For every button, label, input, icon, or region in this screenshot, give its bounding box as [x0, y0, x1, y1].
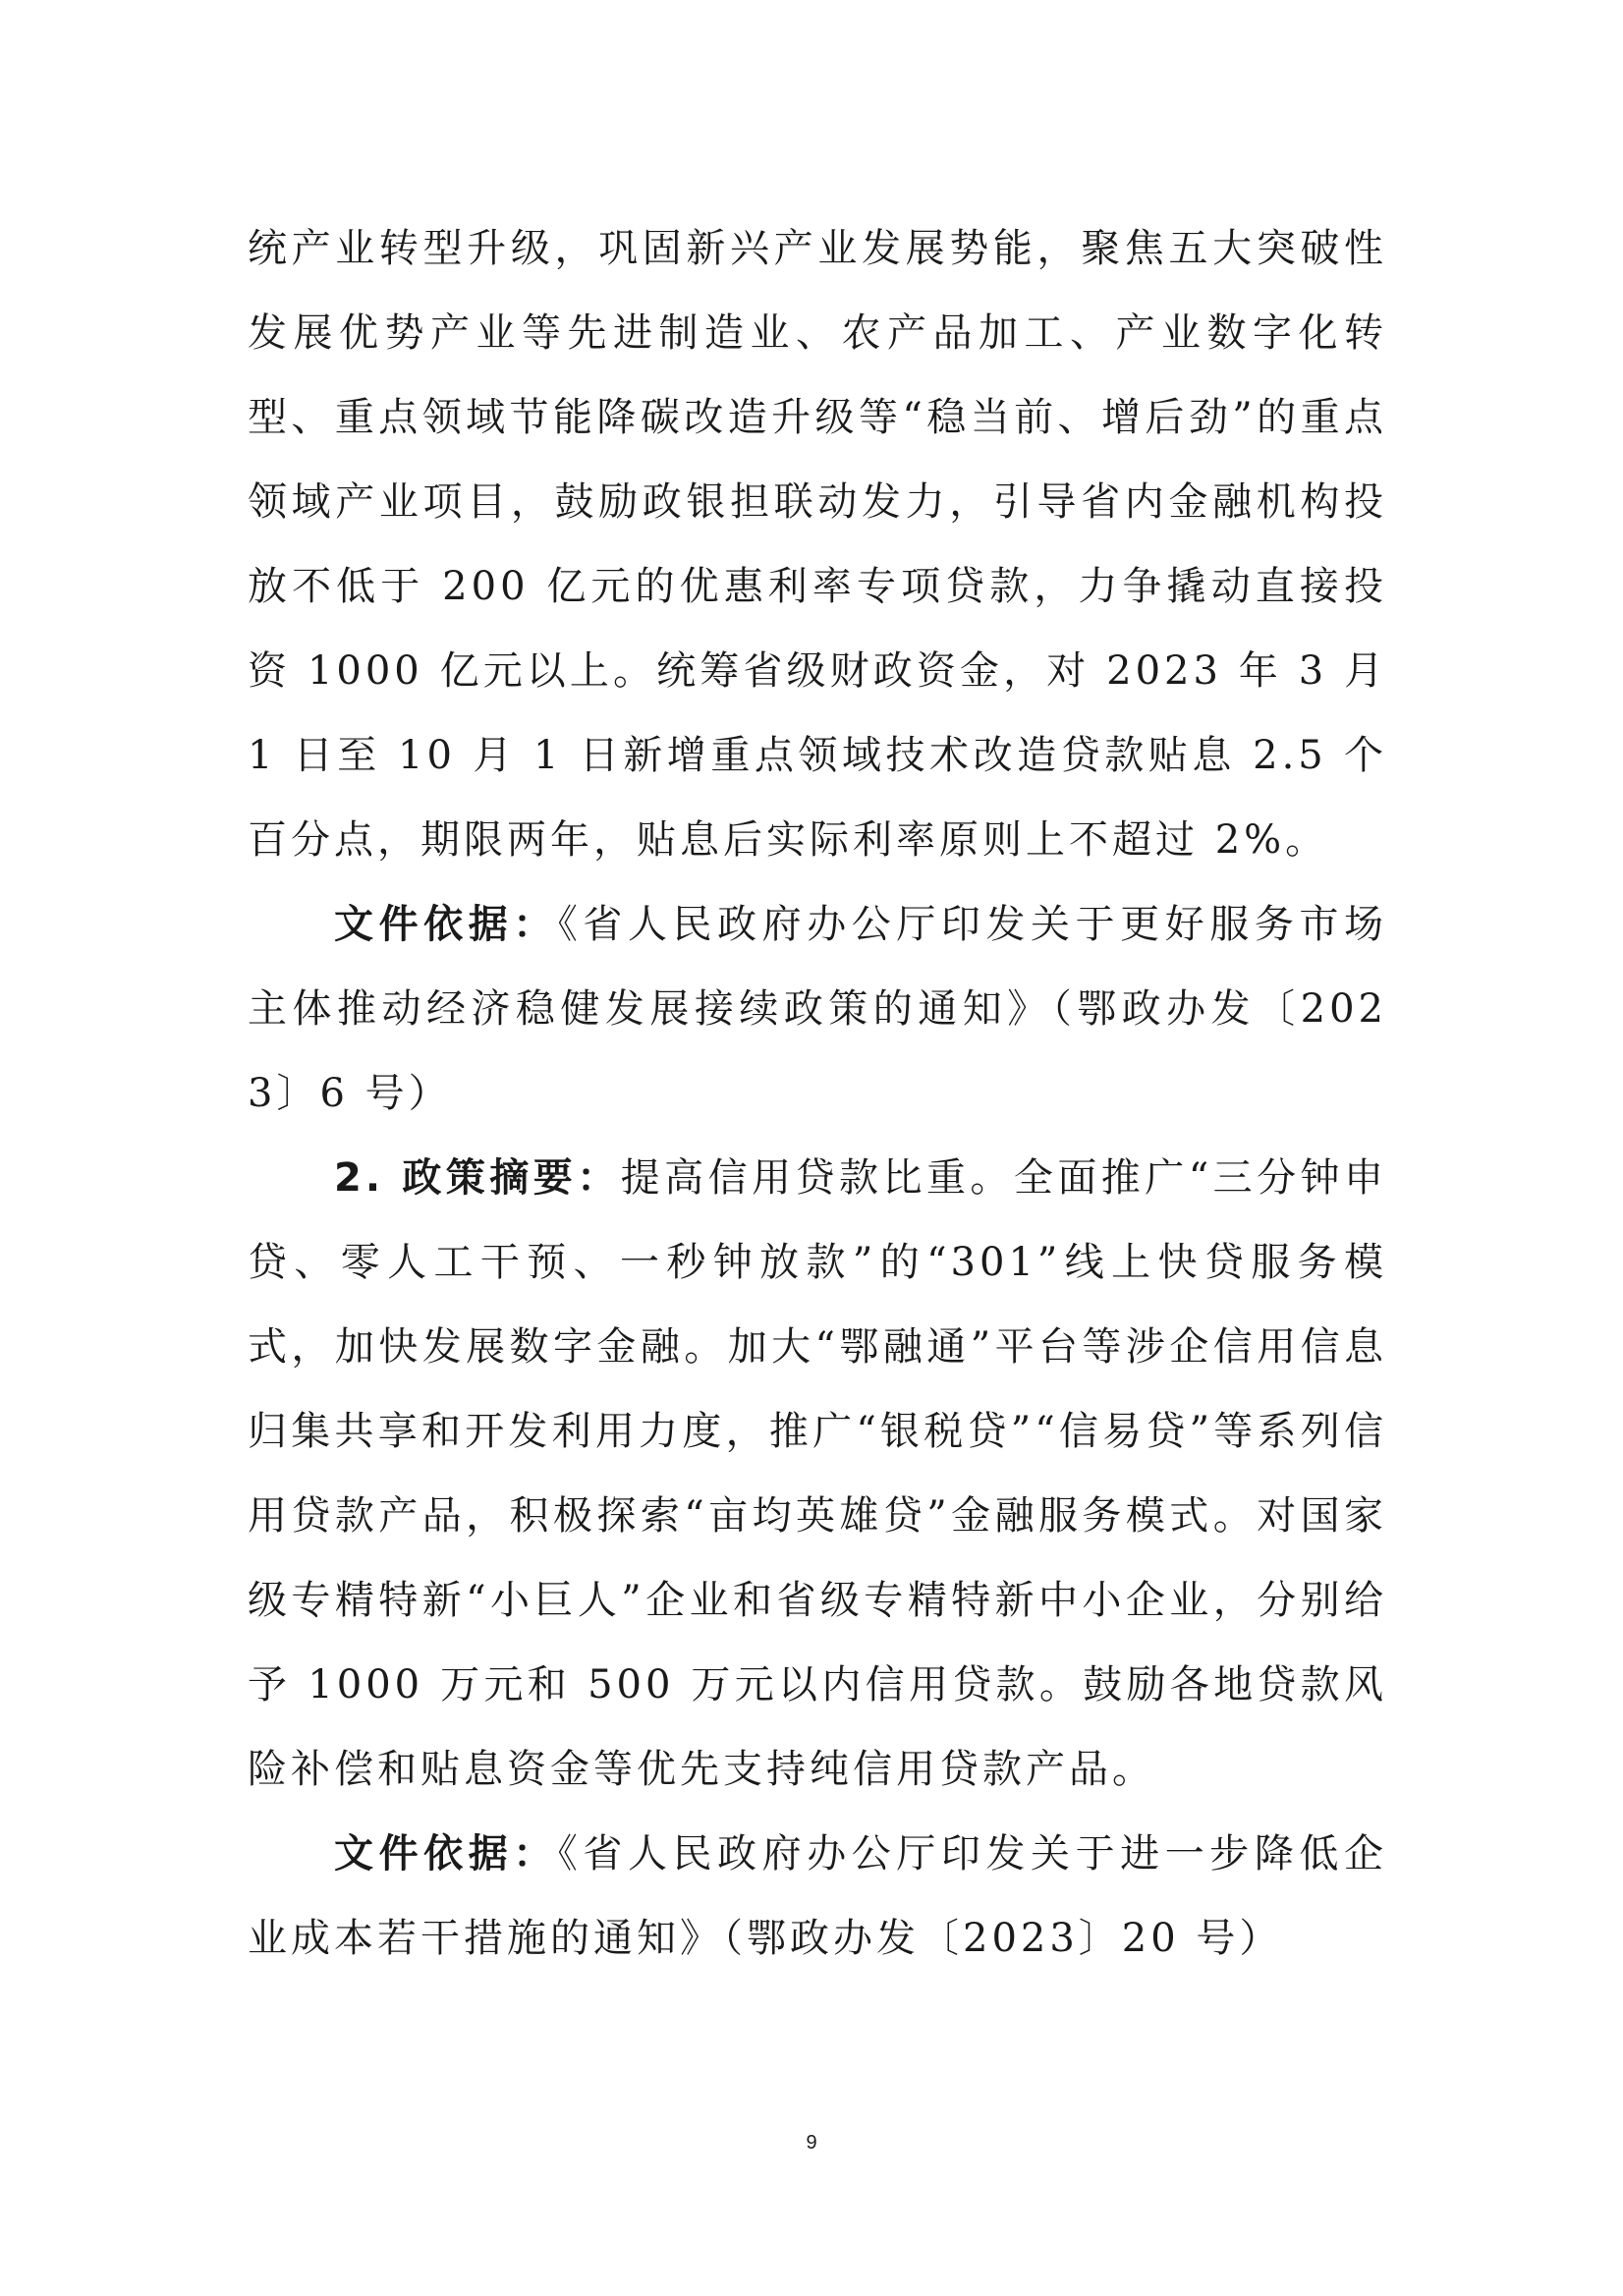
- paragraph-policy-summary-2: [248, 1136, 1387, 1812]
- paragraph-lead: 文件依据：: [334, 1831, 558, 1876]
- paragraph-text: 统产业转型升级，巩固新兴产业发展势能，聚焦五大突破性发展优势产业等先进制造业、农产品加工、产业数字化转型、重点领域节能降碳改造升级等“稳当前、增后劲”的重点领域产业项目，鼓励政银担联动发力，引导省内金融机构投放不低于 200 亿元的优惠利率专项贷款，力争撬动直接投资 1000 亿元以上。统筹省级财政资金，对 2023 年 3 月 1 日至 10 月 1 日新增重点领域技术改造贷款贴息 2.5 个百分点，期限两年，贴息后实际利率原则上不超过 2%。: [248, 226, 1387, 863]
- paragraph-text: 《省人民政府办公厅印发关于更好服务市场主体推动经济稳健发展接续政策的通知》（鄂政办发〔2023〕6 号）: [248, 902, 1388, 1116]
- paragraph-lead: 2. 政策摘要：: [334, 1155, 621, 1201]
- paragraph-continuation: [248, 206, 1387, 882]
- document-body: [248, 206, 1387, 1981]
- paragraph-basis-2: [248, 1812, 1387, 1981]
- paragraph-text: 提高信用贷款比重。全面推广“三分钟申贷、零人工干预、一秒钟放款”的“301”线上快贷服务模式，加快发展数字金融。加大“鄂融通”平台等涉企信用信息归集共享和开发利用力度，推广“银税贷”“信易贷”等系列信用贷款产品，积极探索“亩均英雄贷”金融服务模式。对国家级专精特新“小巨人”企业和省级专精特新中小企业，分别给予 1000 万元和 500 万元以内信用贷款。鼓励各地贷款风险补偿和贴息资金等优先支持纯信用贷款产品。: [248, 1155, 1387, 1792]
- paragraph-lead: 文件依据：: [334, 902, 558, 947]
- paragraph-text: 《省人民政府办公厅印发关于进一步降低企业成本若干措施的通知》（鄂政办发〔2023〕20 号）: [248, 1831, 1388, 1961]
- page-number: 9: [806, 2132, 817, 2154]
- paragraph-basis-1: [248, 882, 1387, 1136]
